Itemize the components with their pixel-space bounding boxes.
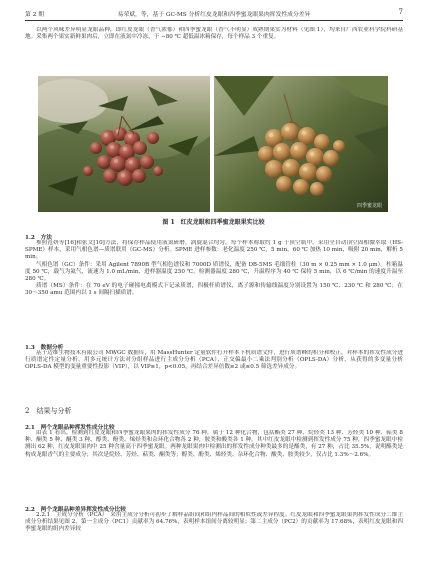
photo-sijimi-longan	[214, 76, 388, 212]
intro-paragraph: 以两个风味差异明显龙眼品种，即红皮龙眼（香气浓郁）和四季蜜龙眼（香气不明显）成熟期果实为材料（见图 1），均来自广西农业科学院科研基地。采集两个果实新鲜果肉后，立即在液氮中冷冻，于 −80 ℃ 超低温冰箱保存，每个样品 3 个重复。	[25, 27, 403, 41]
photo-watermark-label: 四季蜜龙眼	[356, 203, 382, 209]
heading-1-2: 1.2 方法	[25, 235, 52, 241]
figure-1-caption: 图 1 红皮龙眼和四季蜜龙眼果实比较	[162, 219, 265, 226]
section-1-3-body	[25, 350, 403, 400]
paragraph-sample-prep: 参照范妍等[16]和张文[10]方法，将保存样品使用液氮研磨，涡旋混合均匀，每个样本称取约 1 g 于顶空瓶中，采用全自动顶空固相微萃取（HS-SPME）样本，采用气相色谱—质谱联用（GC-MS）分析。SPME 进样参数：老化温度 250 ℃，5 min，60 ℃ 加热 10 min，吸附 20 min，解析 5 min。	[25, 240, 403, 261]
photo-red-skin-longan	[38, 76, 210, 212]
page-number: 7	[398, 8, 403, 16]
issue-label: 第 2 期	[25, 12, 44, 18]
paragraph-data-analysis: 基于迈维生物技术有限公司 MWGC 数据库，用 MassHunter 定量软件打开样本下机质谱文件，进行质谱峰的积分和校正，对样本的挥发性成分进行质谱定性定量分析。用多元统计方法对分组样品进行主成分分析（PCA）、正交偏最小二乘法判别分析（OPLS-DA）分析，从获得的多变量分析 OPLS-DA 模型的变量重要性投影（VIP），以 VIP≥1，p<0.05，再结合差异倍数≥2 或≤0.5 筛选差异成分。	[25, 350, 403, 371]
heading-2-1: 2.1 两个龙眼品种挥发性成分比较	[25, 425, 115, 431]
paragraph-volatile-compounds: 由表 1 看出，检测到红皮龙眼和四季蜜龙眼果肉的挥发性成分 76 种，属于 12 种化合物，包括酯类 27 种、烷烃类 13 种、芳烃类 10 种、萜类 8 种、酮类 5 种、醚类 3 种、醇类、酚类、烯烃类和杂环化合物各 2 种，胺类和酸类各 1 种。其中红皮龙眼中检测到挥发性成分 75 种，四季蜜龙眼中检测出 62 种，红皮龙眼果肉中 25 种含量高于四季蜜龙眼。两种龙眼果肉中检测出的挥发性成分种类最多的是酯类，有 27 种，占比 35.5%，说明酯类是构成龙眼香气的主要成分；其次是烷烃、芳烃、萜类、酮类等；醇类、酚类、烯烃类、杂环化合物、酸类、胺类较少，仅占比 1.3%～2.6%。	[25, 430, 403, 458]
heading-1-3: 1.3 数据分析	[25, 345, 64, 351]
paragraph-pca: 2.2.1 主成分分析（PCA） 采用主成分分析可初步了解样品组间和组内样品间的相似性或差异程度。红皮龙眼和四季蜜龙眼果肉挥发性成分二维主成分分析结果见图 2，第一主成分（PC1）贡献率为 64.76%，表明样本组间分离较明显；第二主成分（PC2）的贡献率为 17.68%，表明红皮龙眼和四季蜜龙眼的组内差异较	[25, 512, 403, 533]
section-1-2-body	[25, 240, 403, 341]
running-title: 易荣斌，等，基于 GC-MS 分析红皮龙眼和四季蜜龙眼果肉挥发性成分差异	[117, 12, 311, 18]
header-rule	[25, 20, 403, 21]
paragraph-gc-conditions: 气相色谱（GC）条件：采用 Agilent 7890B 型气相色谱仪和 7000D 质谱仪，配备 DB-5MS 毛细管柱（30 m × 0.25 mm × 1.0 μm）。柱箱温度 50 ℃，载气为氦气，流速为 1.0 mL/min，进样器温度 250 ℃，检测器温度 280 ℃，升温程序为 40 ℃ 保持 5 min，以 6 ℃/min 的速度升温至 280 ℃。	[25, 261, 403, 283]
section-2-1-body	[25, 430, 403, 502]
paragraph-ms-conditions: 质谱（MS）条件：在 70 eV 的电子碰撞电离模式下记录质谱，四极杆质谱仪，离子源和传输线温度分别设置为 150 ℃、230 ℃ 和 280 ℃；在 30～350 amu 范围内以 1 s 间隔扫描质谱。	[25, 283, 403, 297]
heading-2-2: 2.2 两个龙眼品种差异挥发性成分比较	[25, 507, 126, 513]
running-header	[25, 6, 403, 20]
section-2-2-body	[25, 512, 403, 570]
heading-2: 2 结果与分析	[25, 407, 72, 415]
